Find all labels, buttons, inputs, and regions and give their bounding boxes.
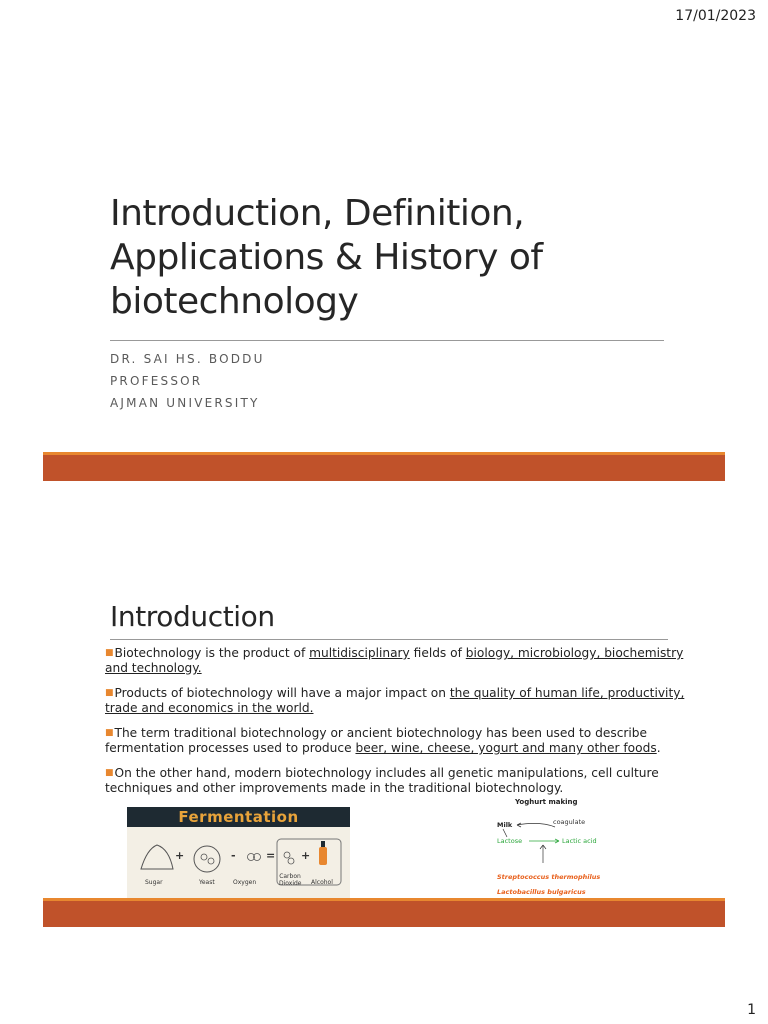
fermentation-heading: Fermentation [127, 807, 350, 827]
bullet-item [105, 686, 705, 716]
yoghurt-bacteria-2: Lactobacillus bulgaricus [497, 888, 586, 896]
fermentation-equation [127, 827, 350, 901]
slide1-title [110, 192, 670, 324]
bullet-text: fields of [409, 646, 466, 660]
yoghurt-lactic-acid: Lactic acid [562, 837, 597, 845]
slide-date: 17/01/2023 [675, 8, 756, 24]
fermentation-operator: - [231, 849, 236, 862]
fermentation-operator: = [266, 849, 276, 862]
slide2-title: Introduction [110, 600, 275, 633]
alcohol-bottle-icon [319, 847, 327, 865]
yoghurt-figure [485, 795, 610, 907]
bullet-list [105, 646, 705, 806]
bullet-item [105, 766, 705, 796]
slide1-footer-band [43, 452, 725, 481]
slide2-footer-band [43, 898, 725, 927]
page-number: 1 [747, 1002, 756, 1018]
fermentation-operator: + [175, 849, 185, 862]
title-line-3: biotechnology [110, 281, 359, 322]
bullet-underlined: the quality of human life, productivity, trade and economics in the world. [105, 686, 685, 715]
co2-icon [284, 852, 290, 858]
author-role: PROFESSOR [110, 374, 203, 388]
bullet-text: Biotechnology is the product of [114, 646, 310, 660]
bullet-marker-icon: ■ [105, 768, 114, 778]
slide1-subtitle [110, 348, 265, 414]
yoghurt-bacteria-1: Streptococcus thermophilus [497, 873, 601, 881]
fermentation-item: Sugar [145, 879, 163, 886]
yoghurt-milk: Milk [497, 821, 513, 829]
bullet-marker-icon: ■ [105, 648, 114, 658]
fermentation-figure [127, 807, 350, 901]
slide2-title-divider [110, 639, 668, 640]
title-line-1: Introduction, Definition, [110, 193, 525, 234]
fermentation-item: Alcohol [311, 879, 333, 886]
bullet-marker-icon: ■ [105, 728, 114, 738]
fermentation-item: Carbon Dioxide [279, 873, 302, 887]
title-line-2: Applications & History of [110, 237, 543, 278]
bullet-marker-icon: ■ [105, 688, 114, 698]
bullet-underlined: biology, microbiology, biochemistry and technology. [105, 646, 684, 675]
fermentation-item: Oxygen [233, 879, 257, 886]
fermentation-item: Yeast [199, 879, 215, 886]
title-divider [110, 340, 664, 341]
bullet-text: Products of biotechnology will have a major impact on [114, 686, 450, 700]
bullet-text: . [656, 741, 661, 755]
fermentation-operator: + [301, 849, 311, 862]
bullet-item [105, 726, 705, 756]
fermentation-illustration [127, 827, 350, 901]
sugar-icon [141, 845, 173, 869]
yeast-icon [194, 846, 220, 872]
bullet-text: The term traditional biotechnology or ancient biotechnology has been used to describe fermentation processes used to produce [105, 726, 648, 755]
author-name: DR. SAI HS. BODDU [110, 352, 265, 366]
bullet-underlined: multidisciplinary [309, 646, 410, 660]
bullet-text: On the other hand, modern biotechnology includes all genetic manipulations, cell culture techniques and other improvements made in the traditional biotechnology. [105, 766, 659, 795]
author-affiliation: AJMAN UNIVERSITY [110, 396, 260, 410]
yoghurt-title: Yoghurt making [515, 798, 578, 806]
bullet-underlined: beer, wine, cheese, yogurt and many other foods [355, 741, 657, 755]
yoghurt-lactose: Lactose [497, 837, 523, 845]
bullet-item [105, 646, 705, 676]
yoghurt-coagulate: coagulate [553, 818, 586, 826]
